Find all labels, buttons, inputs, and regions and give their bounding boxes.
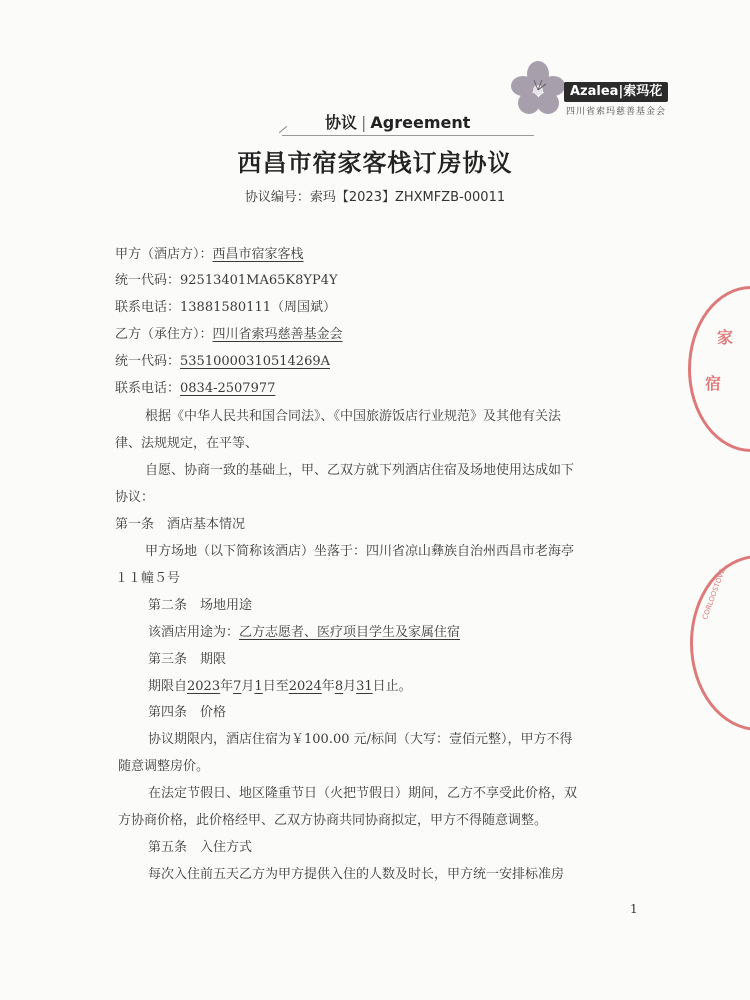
hotel-seal-stamp: 家 宿 (688, 286, 750, 452)
article-4-line-2: 随意调整房价。 (118, 759, 210, 774)
preamble-line-3: 自愿、协商一致的基础上，甲、乙双方就下列酒店住宿及场地使用达成如下 (145, 463, 575, 478)
period-year-char-1: 年 (220, 679, 234, 694)
agreement-header (325, 110, 470, 133)
document-title: 西昌市宿家客栈订房协议 (237, 149, 513, 177)
period-month-char-2: 月 (343, 679, 357, 694)
header-tick (279, 126, 287, 133)
party-b-line (115, 326, 343, 344)
article-5-line-1: 每次入住前五天乙方为甲方提供入住的人数及时长，甲方统一安排标准房 (148, 867, 565, 882)
logo-brand: Azalea|索玛花 (564, 82, 668, 102)
article-2-prefix: 该酒店用途为： (148, 625, 240, 640)
period-suffix: 日止。 (372, 679, 412, 694)
start-month: 7 (233, 679, 242, 694)
party-b-phone: 0834-2507977 (180, 381, 276, 396)
article-4-heading: 第四条 价格 (148, 705, 227, 720)
party-a-code-label: 统一代码： (115, 273, 181, 288)
header-rule (282, 135, 534, 136)
logo-subtitle: 四川省索玛慈善基金会 (566, 107, 667, 117)
header-separator: | (361, 113, 367, 132)
article-2-heading: 第二条 场地用途 (148, 598, 253, 613)
preamble-line-4: 协议： (115, 490, 155, 505)
foundation-logo (508, 60, 678, 120)
party-b-label: 乙方（承住方）： (115, 327, 213, 342)
start-year: 2023 (187, 679, 221, 694)
party-b-name: 四川省索玛慈善基金会 (212, 327, 343, 342)
period-prefix: 期限自 (148, 679, 188, 694)
article-2-body (148, 624, 460, 642)
party-b-phone-label: 联系电话： (115, 381, 181, 396)
page-number: 1 (630, 902, 638, 916)
period-day-char-1: 日至 (262, 679, 289, 694)
article-4-line-4: 方协商价格，此价格经甲、乙双方协商共同协商拟定，甲方不得随意调整。 (118, 813, 548, 828)
period-year-char-2: 年 (321, 679, 335, 694)
article-3-heading: 第三条 期限 (148, 652, 227, 667)
header-label-cn: 协议 (325, 113, 358, 132)
article-1-line-1: 甲方场地（以下简称该酒店）坐落于：四川省凉山彝族自治州西昌市老海亭 (145, 544, 575, 559)
party-a-phone-line (115, 299, 336, 317)
party-b-code-label: 统一代码： (115, 354, 181, 369)
party-b-code: 53510000310514269A (180, 354, 331, 369)
article-5-heading: 第五条 入住方式 (148, 840, 253, 855)
article-1-heading: 第一条 酒店基本情况 (115, 517, 246, 532)
start-day: 1 (254, 679, 263, 694)
period-month-char-1: 月 (241, 679, 255, 694)
end-day: 31 (356, 679, 373, 694)
party-a-phone-label: 联系电话： (115, 300, 181, 315)
article-4-line-3: 在法定节假日、地区隆重节日（火把节假日）期间，乙方不享受此价格，双 (148, 786, 578, 801)
party-a-label: 甲方（酒店方）： (115, 247, 213, 262)
party-b-code-line (115, 353, 330, 371)
party-a-name: 西昌市宿家客栈 (212, 247, 304, 262)
article-3-body (148, 678, 412, 696)
foundation-seal-stamp (690, 555, 750, 731)
article-2-value: 乙方志愿者、医疗项目学生及家属住宿 (239, 625, 461, 640)
preamble-line-2: 律、法规规定，在平等、 (115, 436, 259, 451)
preamble-line-1: 根据《中华人民共和国合同法》、《中国旅游饭店行业规范》及其他有关法 (145, 409, 562, 424)
end-year: 2024 (288, 679, 322, 694)
end-month: 8 (334, 679, 344, 694)
party-a-code-line (115, 272, 338, 290)
party-b-phone-line (115, 380, 275, 398)
article-1-line-2: １１幢５号 (115, 571, 181, 586)
party-a-phone: 13881580111（周国斌） (180, 300, 336, 315)
document-number: 协议编号：索玛【2023】ZHXMFZB-00011 (244, 190, 506, 205)
stamp-text: CORLOOSTOVE (701, 567, 727, 621)
azalea-flower-icon (508, 60, 568, 118)
party-a-code: 92513401MA65K8YP4Y (180, 273, 338, 288)
article-4-line-1: 协议期限内，酒店住宿为￥100.00 元/标间（大写：壹佰元整），甲方不得 (148, 732, 573, 747)
party-a-line (115, 246, 304, 264)
header-label-en: Agreement (370, 113, 471, 132)
